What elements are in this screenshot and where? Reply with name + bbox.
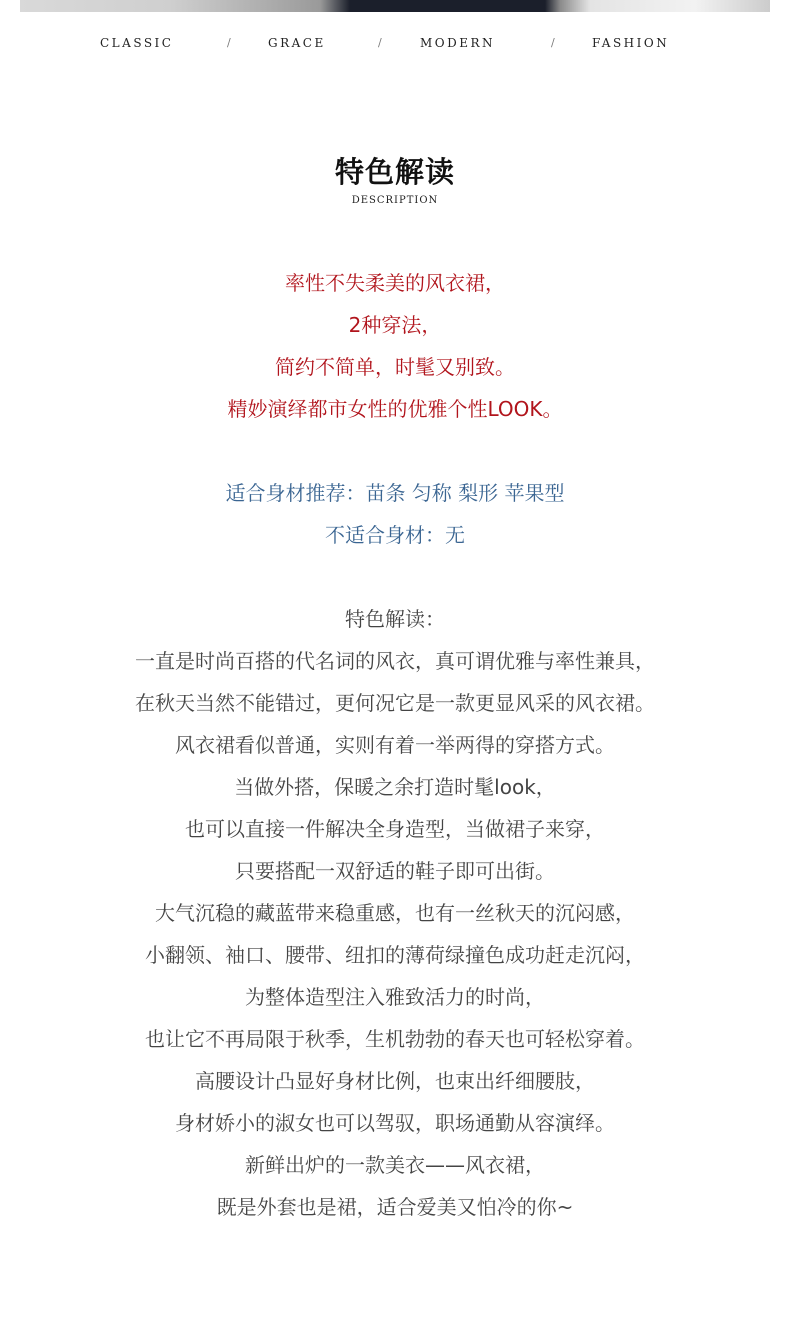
tag-separator: / bbox=[227, 36, 231, 49]
unsuitable-body-types: 不适合身材：无 bbox=[325, 523, 465, 547]
description-line: 新鲜出炉的一款美衣——风衣裙， bbox=[245, 1153, 545, 1177]
intro-text-block bbox=[0, 262, 790, 430]
description-line: 身材娇小的淑女也可以驾驭，职场通勤从容演绎。 bbox=[175, 1111, 615, 1135]
tag-separator: / bbox=[378, 36, 382, 49]
description-line: 也可以直接一件解决全身造型，当做裙子来穿， bbox=[185, 817, 605, 841]
description-line: 在秋天当然不能错过，更何况它是一款更显风采的风衣裙。 bbox=[135, 691, 655, 715]
body-type-fit-block bbox=[0, 472, 790, 556]
intro-line: 2种穿法， bbox=[348, 313, 442, 337]
tag-grace: GRACE bbox=[268, 36, 326, 50]
description-line: 为整体造型注入雅致活力的时尚， bbox=[245, 985, 545, 1009]
description-line: 风衣裙看似普通，实则有着一举两得的穿搭方式。 bbox=[175, 733, 615, 757]
description-line: 小翻领、袖口、腰带、纽扣的薄荷绿撞色成功赶走沉闷， bbox=[145, 943, 645, 967]
description-text-block bbox=[0, 598, 790, 1228]
tag-separator: / bbox=[551, 36, 555, 49]
description-heading: 特色解读： bbox=[345, 607, 445, 631]
description-line: 也让它不再局限于秋季，生机勃勃的春天也可轻松穿着。 bbox=[145, 1027, 645, 1051]
recommended-body-types: 适合身材推荐：苗条 匀称 梨形 苹果型 bbox=[225, 481, 565, 505]
tag-fashion: FASHION bbox=[592, 36, 670, 50]
product-photo-bottom-edge bbox=[20, 0, 770, 12]
intro-line: 精妙演绎都市女性的优雅个性LOOK。 bbox=[227, 397, 563, 421]
description-line: 一直是时尚百搭的代名词的风衣，真可谓优雅与率性兼具， bbox=[135, 649, 655, 673]
section-title: 特色解读 bbox=[334, 155, 455, 189]
style-tagline bbox=[0, 36, 790, 54]
description-line: 当做外搭，保暖之余打造时髦look， bbox=[234, 775, 556, 799]
section-subtitle: DESCRIPTION bbox=[351, 195, 439, 206]
tag-classic: CLASSIC bbox=[100, 36, 174, 50]
intro-line: 率性不失柔美的风衣裙， bbox=[285, 271, 505, 295]
description-line: 高腰设计凸显好身材比例，也束出纤细腰肢， bbox=[195, 1069, 595, 1093]
description-line: 只要搭配一双舒适的鞋子即可出街。 bbox=[235, 859, 555, 883]
description-line: 既是外套也是裙，适合爱美又怕冷的你~ bbox=[216, 1195, 574, 1219]
description-line: 大气沉稳的藏蓝带来稳重感，也有一丝秋天的沉闷感， bbox=[155, 901, 635, 925]
tag-modern: MODERN bbox=[420, 36, 496, 50]
intro-line: 简约不简单，时髦又别致。 bbox=[275, 355, 515, 379]
